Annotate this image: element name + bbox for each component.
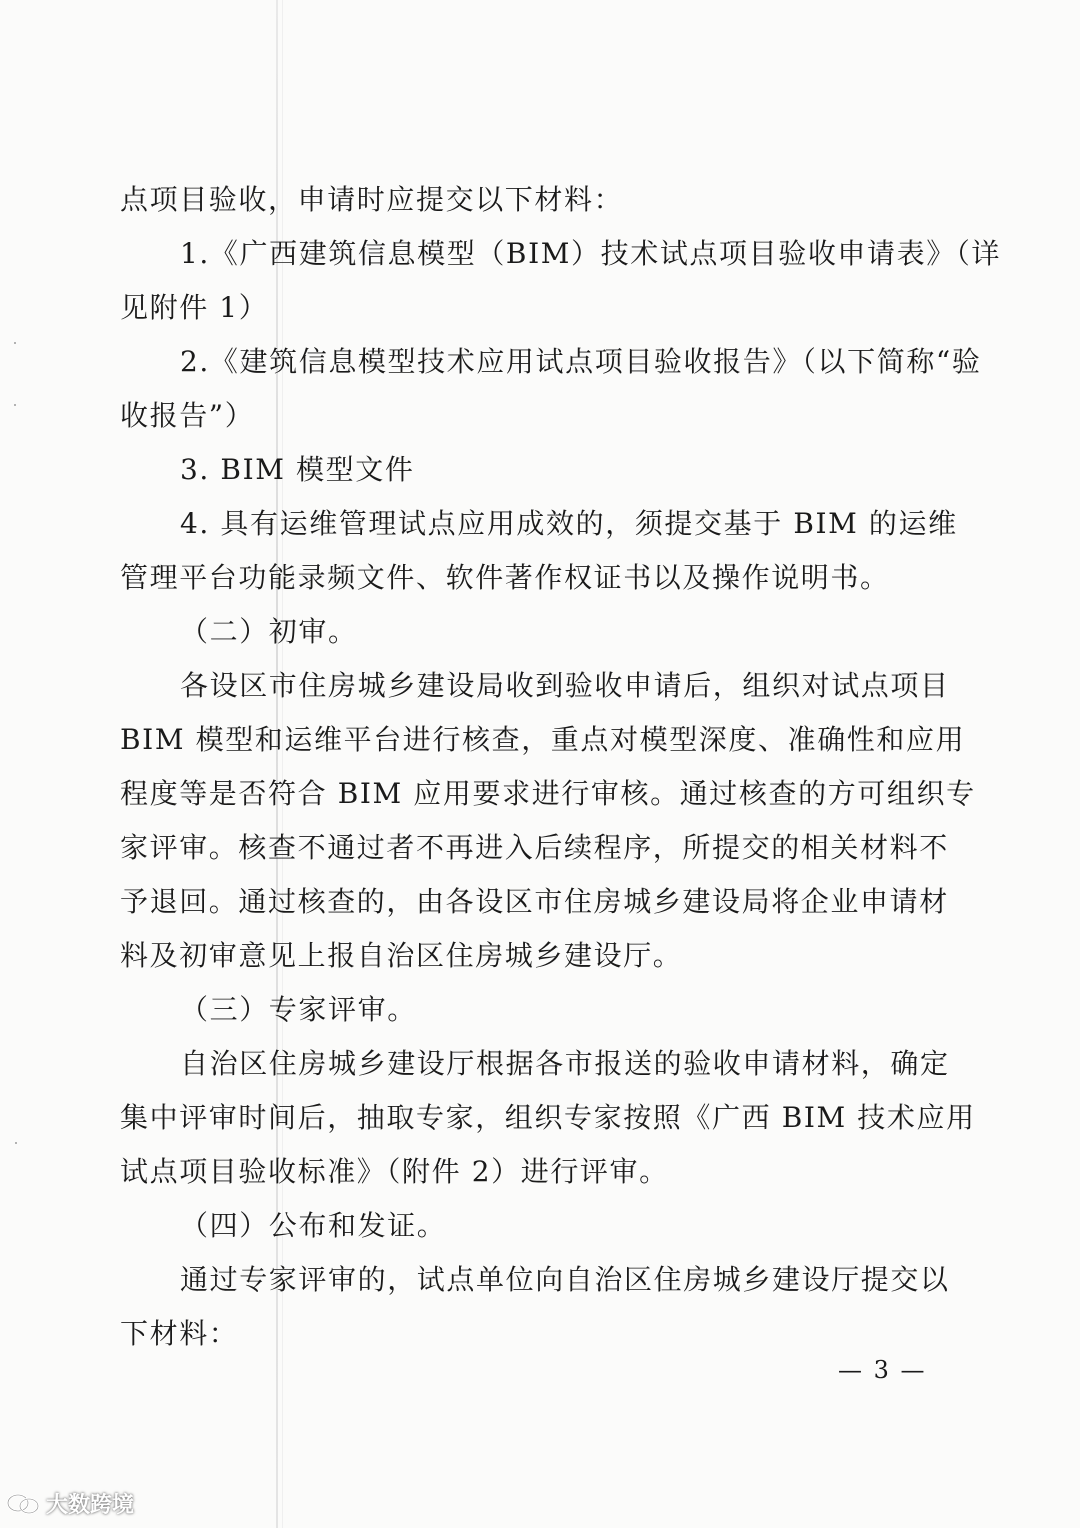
body-line: 家评审。核查不通过者不再进入后续程序，所提交的相关材料不 xyxy=(120,831,949,864)
scan-speck xyxy=(14,404,16,406)
watermark xyxy=(6,1488,134,1519)
body-line: 自治区住房城乡建设厅根据各市报送的验收申请材料，确定 xyxy=(180,1047,950,1080)
watermark-text: 大数跨境 xyxy=(46,1493,135,1518)
list-item-3: 3. BIM 模型文件 xyxy=(180,453,415,486)
list-item-4: 4. 具有运维管理试点应用成效的，须提交基于 BIM 的运维 xyxy=(180,507,958,540)
list-item-4-cont: 管理平台功能录频文件、软件著作权证书以及操作说明书。 xyxy=(120,561,890,594)
section-heading-publish-certify: （四）公布和发证。 xyxy=(180,1209,447,1242)
body-line: 点项目验收，申请时应提交以下材料： xyxy=(120,183,624,216)
list-item-1-cont: 见附件 1） xyxy=(120,291,269,324)
list-item-2: 2.《建筑信息模型技术应用试点项目验收报告》（以下简称“验 xyxy=(180,345,982,378)
body-line: BIM 模型和运维平台进行核查，重点对模型深度、准确性和应用 xyxy=(120,723,966,756)
body-line: 程度等是否符合 BIM 应用要求进行审核。通过核查的方可组织专 xyxy=(120,777,976,810)
page-number: — 3 — xyxy=(838,1356,927,1384)
body-line: 予退回。通过核查的，由各设区市住房城乡建设局将企业申请材 xyxy=(120,885,949,918)
section-heading-expert-review: （三）专家评审。 xyxy=(180,993,417,1026)
scan-speck xyxy=(14,342,16,344)
scan-speck xyxy=(15,1142,17,1144)
body-line: 试点项目验收标准》（附件 2）进行评审。 xyxy=(120,1155,669,1188)
list-item-2-cont: 收报告”） xyxy=(120,399,255,432)
section-heading-preliminary-review: （二）初审。 xyxy=(180,615,358,648)
chat-bubble-logo-icon xyxy=(6,1492,40,1516)
body-line: 通过专家评审的，试点单位向自治区住房城乡建设厅提交以 xyxy=(180,1263,950,1296)
body-line: 料及初审意见上报自治区住房城乡建设厅。 xyxy=(120,939,683,972)
body-line: 集中评审时间后，抽取专家，组织专家按照《广西 BIM 技术应用 xyxy=(120,1101,976,1134)
body-line: 下材料： xyxy=(120,1317,239,1350)
list-item-1: 1.《广西建筑信息模型（BIM）技术试点项目验收申请表》（详 xyxy=(180,237,1002,270)
body-line: 各设区市住房城乡建设局收到验收申请后，组织对试点项目 xyxy=(180,669,950,702)
